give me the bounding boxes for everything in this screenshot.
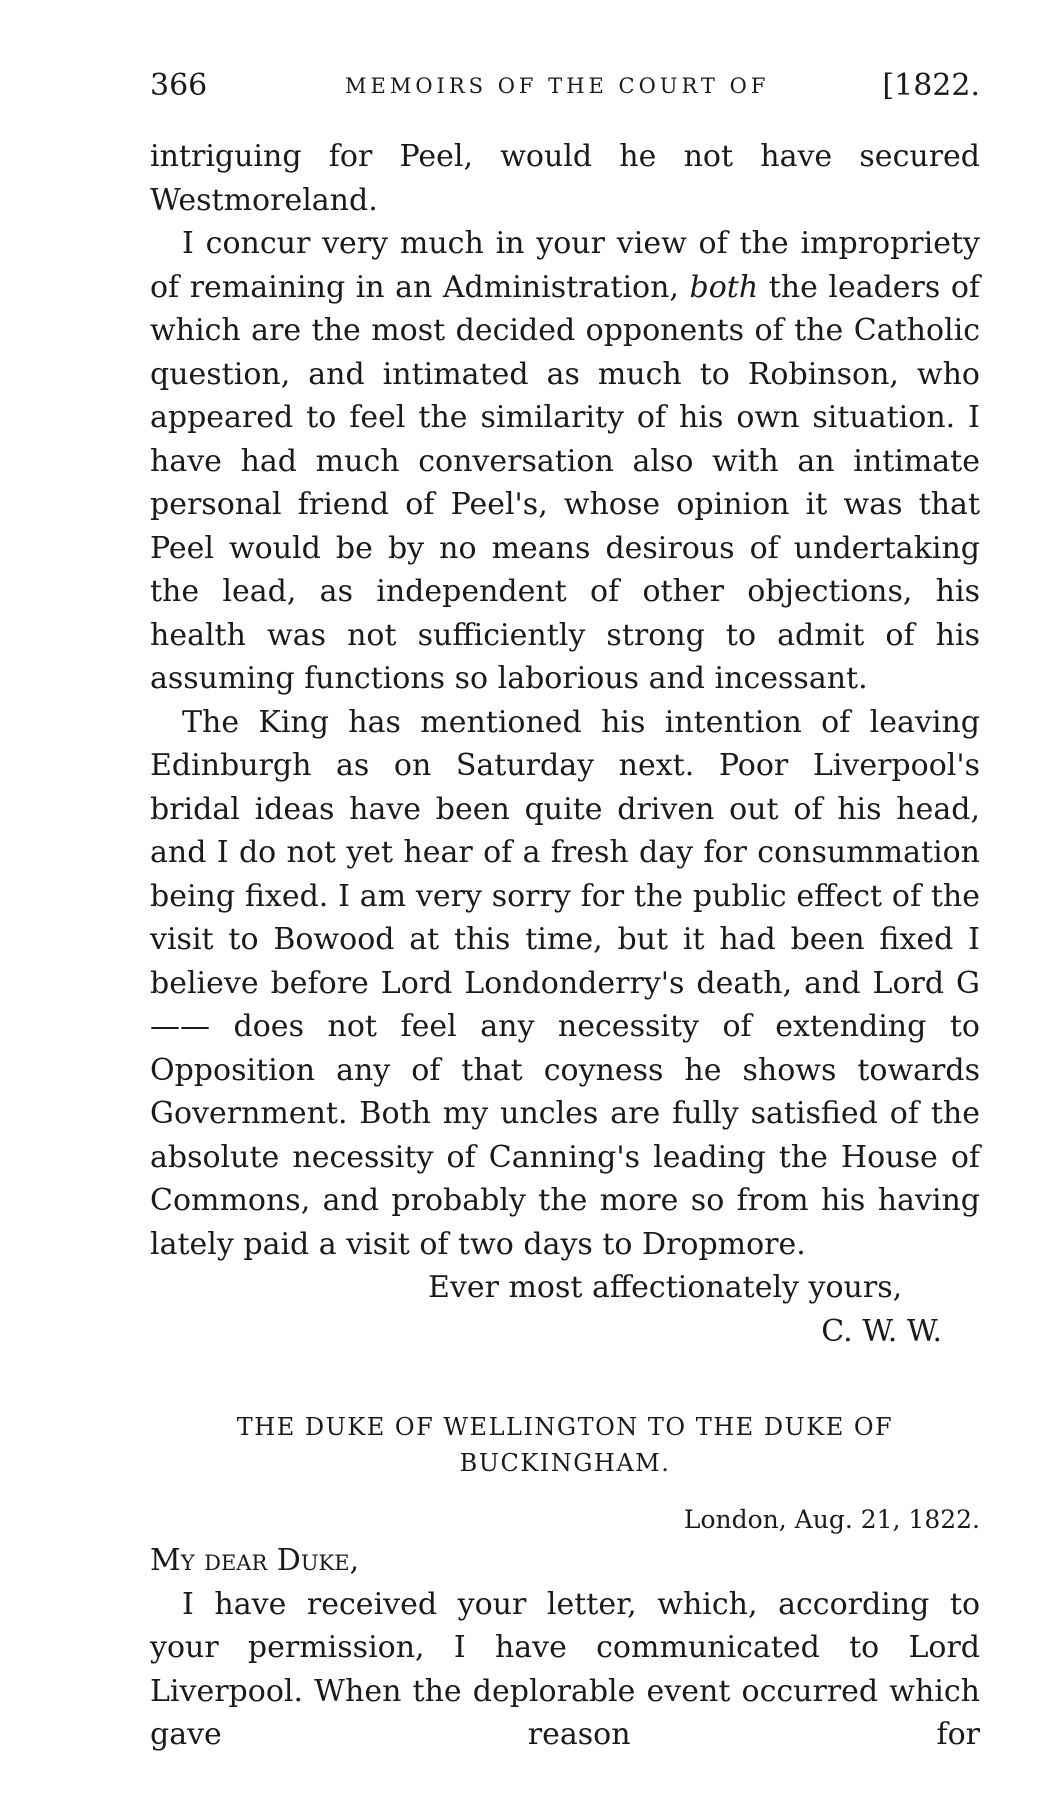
running-title: MEMOIRS OF THE COURT OF bbox=[345, 74, 770, 98]
running-head-year: [1822. bbox=[882, 68, 980, 103]
letter-closing: Ever most affectionately yours, bbox=[428, 1270, 903, 1305]
paragraph-king: The King has mentioned his intention of leaving Edinburgh as on Saturday next. Poor Liverpool's bridal ideas have been quite driven out of his head, and I do not yet hear of a fresh day for consummation being fixed. I am very sorry for the public effect of the visit to Bowood at this time, but it had been fixed I believe before Lord Londonderry's death, and Lord G—— does not feel any necessity of extending to Opposition any of that coyness he shows towards Government. Both my uncles are fully satisfied of the absolute necessity of Canning's leading the House of Commons, and probably the more so from his having lately paid a visit of two days to Dropmore. bbox=[150, 704, 980, 1262]
letter-place-date: London, Aug. 21, 1822. bbox=[683, 1505, 980, 1534]
letter-body: I have received your letter, which, according to your permission, I have communicated to Lord Liverpool. When the deplorable event occurred which gave reason for bbox=[150, 1586, 980, 1752]
text-block bbox=[150, 135, 980, 1757]
letter-heading: THE DUKE OF WELLINGTON TO THE DUKE OF BUCKINGHAM. bbox=[236, 1413, 894, 1477]
running-head bbox=[150, 68, 980, 118]
paragraph-administration-rest: the leaders of which are the most decided opponents of the Catholic question, and intimated as much to Robinson, who appeared to feel the similarity of his own situation. I have had much conversation also with an intimate personal friend of Peel's, whose opinion it was that Peel would be by no means desirous of undertaking the lead, as independent of other objections, his health was not sufficiently strong to admit of his assuming functions so laborious and incessant. bbox=[150, 269, 980, 696]
emphasis-both: both bbox=[689, 269, 759, 305]
continuation-paragraph: intriguing for Peel, would he not have secured Westmoreland. bbox=[150, 139, 980, 218]
page-number: 366 bbox=[150, 68, 208, 103]
letter-salutation: My dear Duke, bbox=[150, 1543, 360, 1578]
paragraph-administration-start: I concur very much in your view of the impropriety of remaining in an Administration, bbox=[150, 226, 980, 305]
letter-signature: C. W. W. bbox=[821, 1313, 942, 1349]
paragraph-administration bbox=[150, 222, 980, 701]
